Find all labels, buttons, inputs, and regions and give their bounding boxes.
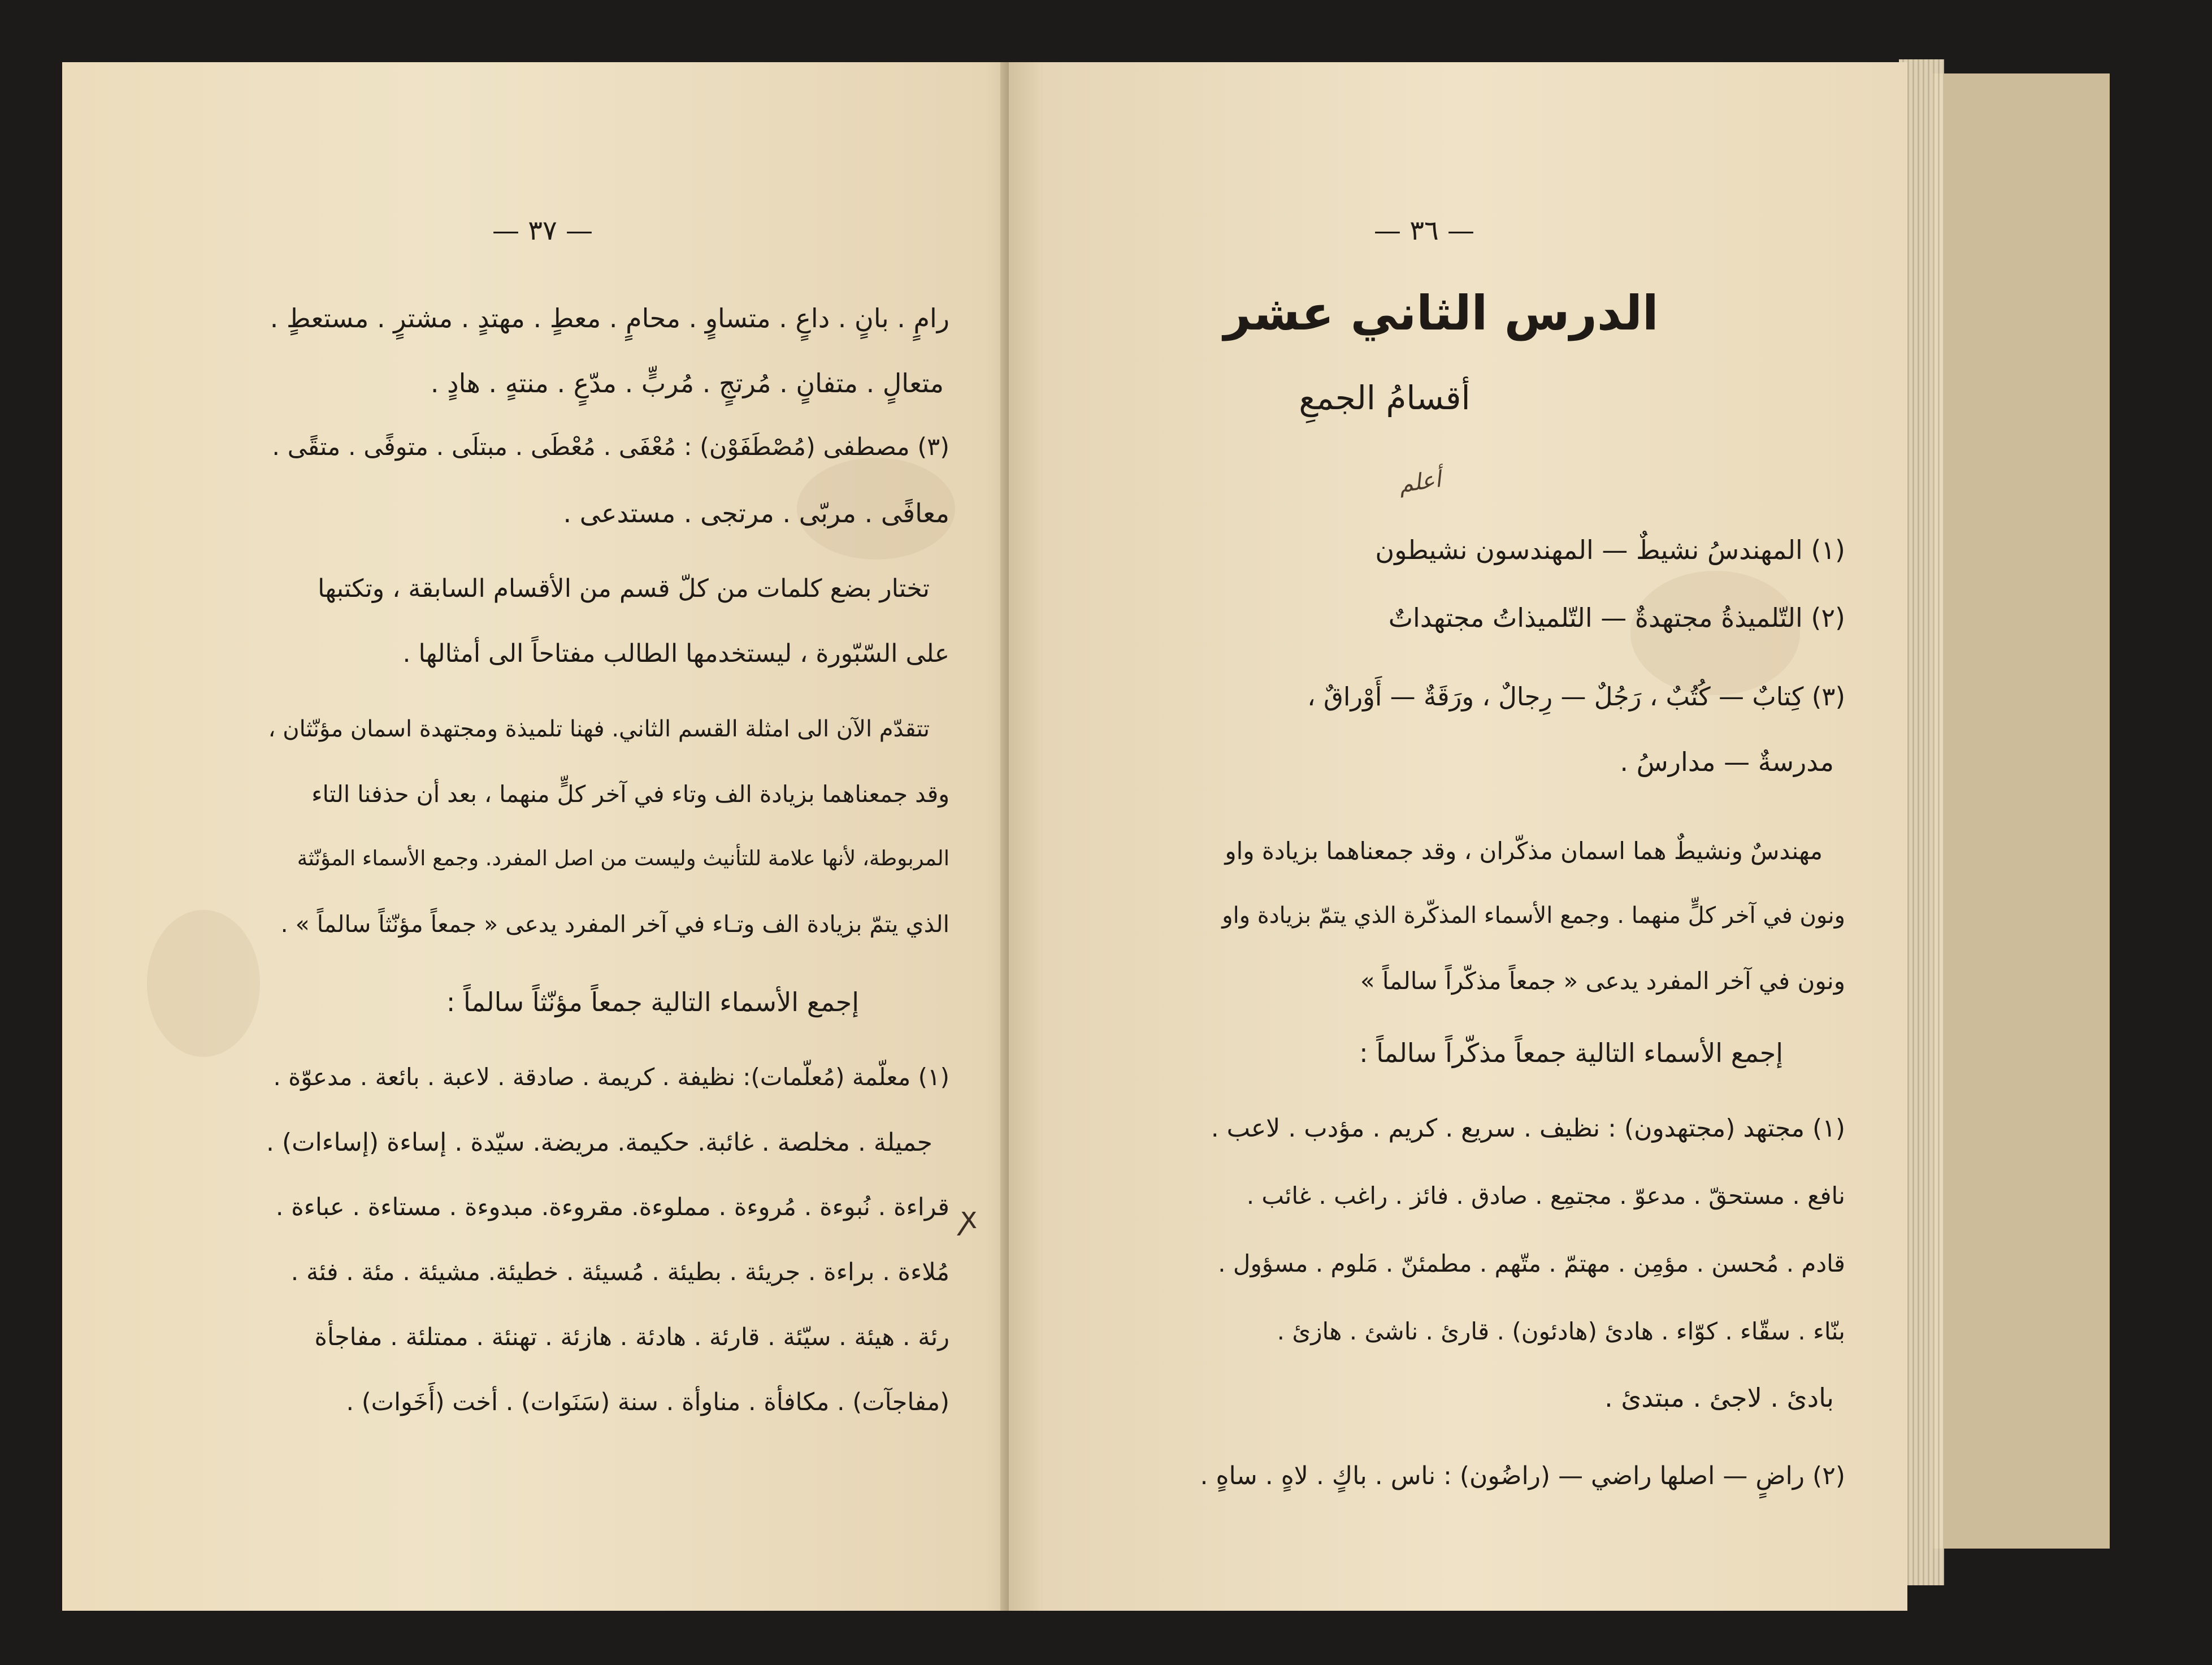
- text-line: متعالٍ . متفانٍ . مُرتجٍ . مُربٍّ . مدّعٍ . منتهٍ . هادٍ .: [430, 368, 944, 398]
- text-line: قادم . مُحسن . مؤمِن . مهتمّ . متّهم . مطمئنّ . مَلوم . مسؤول .: [1218, 1250, 1845, 1277]
- text-line: رئة . هيئة . سيّئة . قارئة . هادئة . هازئة . تهنئة . ممتلئة . مفاجأة: [314, 1323, 949, 1351]
- text-line: (١) المهندسُ نشيطٌ — المهندسون نشيطون: [1375, 535, 1845, 565]
- text-line: مهندسٌ ونشيطٌ هما اسمان مذكّران ، وقد جمعناهما بزيادة واو: [1225, 837, 1823, 865]
- text-line: بنّاء . سقّاء . كوّاء . هادئ (هادئون) . قارئ . ناشئ . هازئ .: [1277, 1317, 1845, 1345]
- text-line: (٣) كِتابٌ — كُتُبٌ ، رَجُلٌ — رِجالٌ ، ورَقَةٌ — أَوْراقٌ ،: [1307, 682, 1845, 712]
- text-line: رامٍ . بانٍ . داعٍ . متساوٍ . محامٍ . معطٍ . مهتدٍ . مشترٍ . مستعطٍ .: [270, 303, 949, 333]
- left-page-body: [102, 305, 949, 1549]
- text-line: قراءة . نُبوءة . مُروءة . مملوءة. مقروءة. مبدوءة . مستاءة . عباءة .: [275, 1193, 949, 1221]
- pencil-check-mark: ꭗ: [961, 1200, 977, 1235]
- handwritten-note: أعلم: [1397, 466, 1443, 498]
- left-page: [62, 62, 1023, 1611]
- text-line: (١) مجتهد (مجتهدون) : نظيف . سريع . كريم . مؤدب . لاعب .: [1211, 1114, 1845, 1143]
- text-line: (٣) مصطفى (مُصْطَفَوْن) : مُعْفَى . مُعْطَى . مبتلَى . متوفًى . متقًى .: [272, 433, 949, 461]
- text-line: إجمع الأسماء التالية جمعاً مذكّراً سالماً :: [1359, 1038, 1783, 1068]
- text-line: إجمع الأسماء التالية جمعاً مؤنّثاً سالماً :: [446, 987, 859, 1017]
- text-line: (٢) التّلميذةُ مجتهدةٌ — التّلميذاتُ مجتهداتٌ: [1388, 602, 1845, 633]
- text-line: مُلاءة . براءة . جريئة . بطيئة . مُسيئة . خطيئة. مشيئة . مئة . فئة .: [290, 1258, 949, 1286]
- right-page: [1009, 62, 1907, 1611]
- text-line: وقد جمعناهما بزيادة الف وتاء في آخر كلٍّ منهما ، بعد أن حذفنا التاء: [311, 781, 949, 808]
- lesson-subtitle: أقسامُ الجمعِ: [1299, 379, 1471, 417]
- text-line: بادئ . لاجئ . مبتدئ .: [1604, 1382, 1834, 1413]
- text-line: ونون في آخر المفرد يدعى « جمعاً مذكّراً سالماً »: [1360, 967, 1845, 995]
- lesson-title: الدرس الثاني عشر: [1224, 285, 1659, 341]
- page-number: — ٣٦ —: [1373, 215, 1475, 246]
- text-line: (٢) راضٍ — اصلها راضي — (راضُون) : ناس . باكٍ . لاهٍ . ساهٍ .: [1200, 1462, 1845, 1490]
- text-line: ونون في آخر كلٍّ منهما . وجمع الأسماء المذكّرة الذي يتمّ بزيادة واو: [1222, 903, 1845, 929]
- back-cover: [1933, 73, 2110, 1549]
- text-line: تختار بضع كلمات من كلّ قسم من الأقسام السابقة ، وتكتبها: [318, 574, 930, 603]
- text-line: الذي يتمّ بزيادة الف وتـاء في آخر المفرد يدعى « جمعاً مؤنّثاً سالماً » .: [280, 910, 949, 938]
- text-line: جميلة . مخلصة . غائبة. حكيمة. مريضة. سيّدة . إساءة (إساءات) .: [266, 1128, 932, 1157]
- right-page-body: [1043, 486, 1845, 1560]
- text-line: على السّبّورة ، ليستخدمها الطالب مفتاحاً الى أمثالها .: [402, 639, 949, 668]
- page-number: — ٣٧ —: [492, 215, 593, 246]
- text-line: معافًى . مربّى . مرتجى . مستدعى .: [563, 498, 949, 528]
- text-line: (مفاجآت) . مكافأة . مناوأة . سنة (سَنَوات) . أخت (أَخَوات) .: [346, 1388, 949, 1416]
- text-line: المربوطة، لأنها علامة للتأنيث وليست من اصل المفرد. وجمع الأسماء المؤنّثة: [297, 846, 949, 870]
- text-line: (١) معلّمة (مُعلّمات): نظيفة . كريمة . صادقة . لاعبة . بائعة . مدعوّة .: [273, 1063, 949, 1091]
- text-line: مدرسةٌ — مدارسُ .: [1620, 747, 1834, 777]
- text-line: نافع . مستحقّ . مدعوّ . مجتمِع . صادق . فائز . راغب . غائب .: [1246, 1182, 1845, 1209]
- text-line: تتقدّم الآن الى امثلة القسم الثاني. فهنا تلميذة ومجتهدة اسمان مؤنّثان ،: [268, 716, 930, 742]
